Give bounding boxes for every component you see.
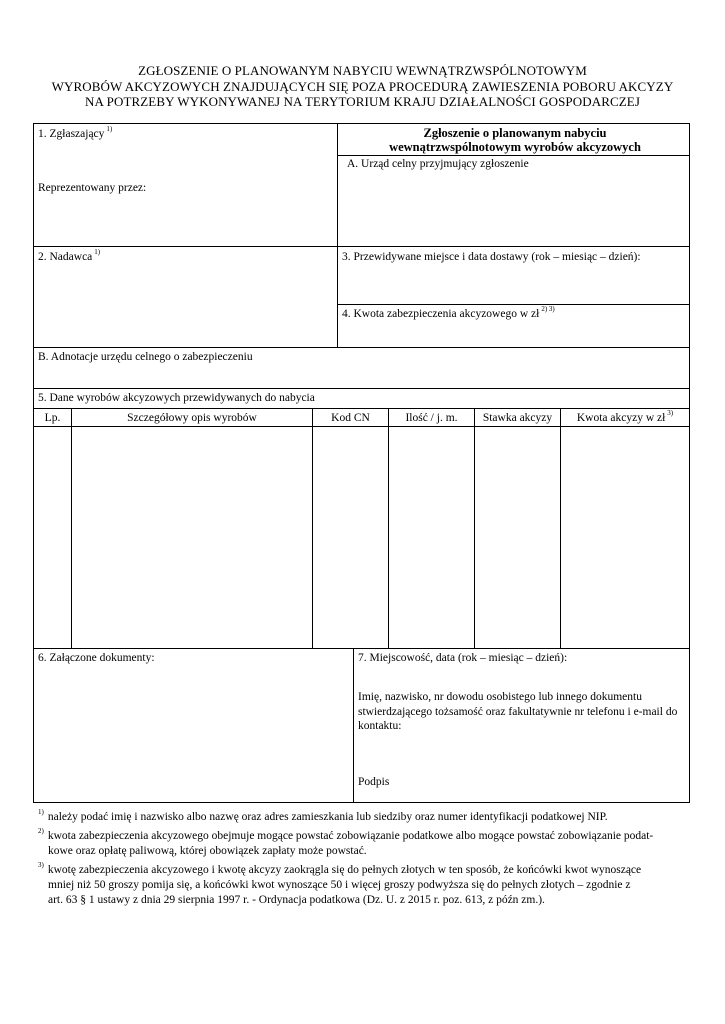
field-a-label: A. Urząd celny przyjmujący zgłoszenie [347, 158, 529, 170]
identity-instruction: Imię, nazwisko, nr dowodu osobistego lub innego dokumentu stwierdzającego tożsamość oraz fakultatywnie nr telefonu i e-mail do kontaktu: [358, 691, 678, 732]
column-header-lp: Lp. [44, 412, 61, 424]
field-3-input-area[interactable] [338, 265, 689, 304]
form-title-line-3: NA POTRZEBY WYKONYWANEJ NA TERYTORIUM KRAJU DZIAŁALNOŚCI GOSPODARCZEJ [85, 94, 640, 109]
column-excise-rate-input[interactable] [475, 427, 560, 648]
form-title-line-2: WYROBÓW AKCYZOWYCH ZNAJDUJĄCYCH SIĘ POZA PROCEDURĄ ZAWIESZENIA POBORU AKCYZY [51, 79, 674, 94]
footnote-1: $^{1)}$ należy podać imię i nazwisko albo nazwę oraz adres zamieszkania lub siedziby oraz numer identyfikacji podatkowej NIP. [38, 808, 608, 823]
column-cn-code-input[interactable] [313, 427, 388, 648]
field-b-label: B. Adnotacje urzędu celnego o zabezpieczeniu [38, 351, 253, 363]
field-1-input-area[interactable] [34, 142, 336, 245]
field-4-label: 4. Kwota zabezpieczenia akcyzowego w zł $^{2) 3)}$ [342, 305, 555, 320]
column-header-quantity: Ilość / j. m. [405, 412, 458, 424]
field-6-label: 6. Załączone dokumenty: [38, 652, 155, 664]
field-2-label: 2. Nadawca $^{1)}$ [38, 248, 101, 263]
column-quantity-input[interactable] [389, 427, 474, 648]
field-5-label: 5. Dane wyrobów akcyzowych przewidywanych do nabycia [38, 392, 315, 404]
form-title-line-1: ZGŁOSZENIE O PLANOWANYM NABYCIU WEWNĄTRZWSPÓLNOTOWYM [138, 63, 587, 78]
field-1-label: 1. Zgłaszający $^{1)}$ [38, 125, 113, 140]
declaration-box-title-2: wewnątrzwspólnotowym wyrobów akcyzowych [389, 140, 641, 154]
field-3-label: 3. Przewidywane miejsce i data dostawy (rok – miesiąc – dzień): [342, 251, 641, 263]
column-description-input[interactable] [72, 427, 312, 648]
footnote-2: $^{2)}$ kwota zabezpieczenia akcyzowego obejmuje mogące powstać zobowiązanie podatkowe albo mogące powstać zobowiązanie podat- kowe oraz opłatę paliwową, której obowiązek zapłaty może powstać. [38, 827, 654, 857]
field-6-input-area[interactable] [34, 666, 352, 802]
field-4-input-area[interactable] [338, 322, 689, 347]
column-header-excise-rate: Stawka akcyzy [482, 412, 553, 424]
field-7-input-area[interactable] [354, 666, 689, 686]
signature-label: Podpis [358, 776, 390, 788]
field-a-input-area[interactable] [338, 172, 689, 245]
column-lp-input[interactable] [34, 427, 71, 648]
declaration-box-title-1: Zgłoszenie o planowanym nabyciu [423, 126, 607, 140]
column-header-description: Szczegółowy opis wyrobów [127, 412, 257, 424]
footnote-3: $^{3)}$ kwotę zabezpieczenia akcyzowego i kwotę akcyzy zaokrągla się do pełnych złotych w ten sposób, że końcówki kwot wynoszące mniej niż 50 groszy pomija się, a końcówki kwot wynoszące 50 i więcej groszy podwyższa się do pełnych złotych – zgodnie z art. 63 § 1 ustawy z dnia 29 sierpnia 1997 r. - Ordynacja podatkowa (Dz. U. z 2015 r. poz. 613, z późn zm.). [38, 861, 642, 906]
column-excise-amount-input[interactable] [561, 427, 689, 648]
signature-input-area[interactable] [354, 738, 689, 774]
field-2-input-area[interactable] [34, 265, 336, 347]
represented-by-label: Reprezentowany przez: [38, 182, 147, 194]
column-header-excise-amount: Kwota akcyzy w zł $^{3)}$ [576, 409, 674, 424]
field-7-label: 7. Miejscowość, data (rok – miesiąc – dzień): [358, 652, 568, 664]
field-b-input-area[interactable] [34, 365, 689, 388]
column-header-cn-code: Kod CN [331, 412, 370, 424]
